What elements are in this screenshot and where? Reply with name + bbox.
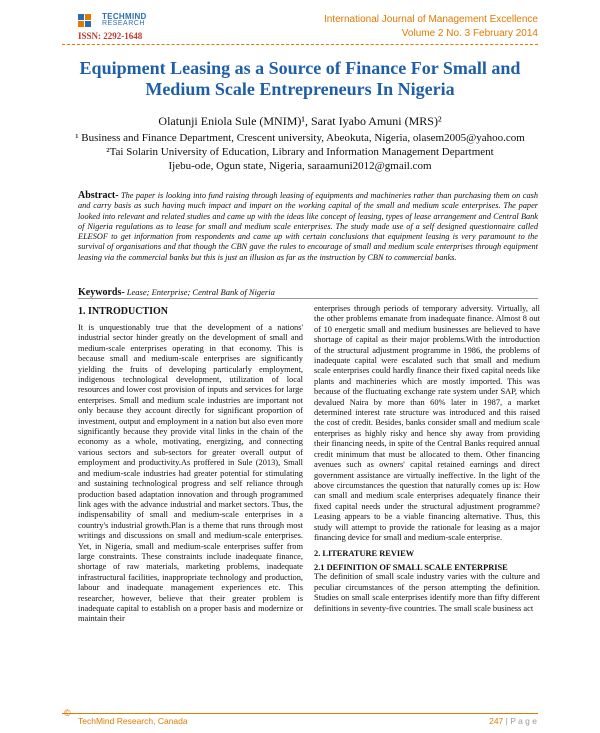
intro-column-1: It is unquestionably true that the development of a nations' industrial sector hinder greatly on the development of small and medium-scale enterprises operating in that economy. This is because small and medium-scale enterprises are significantly yielding the fruits of developing particularly employment, indigenous technological development, utilization of local resources and lower cost provision of inputs and services for large enterprises. Small and medium scale industries are important not only because they account directly for significant proportion of investment, output and employment in a nation but also even more significantly because they provide vital links in the chain of the economy as a whole, motivating, energizing, and connecting various sectors and sub-sectors for greater overall output of employment and productivity.As proffered in Sule (2013), Small and medium-scale industries had greater potential for stimulating and sustaining technological progress and self reliance through production based adaptation innovation and through programmed link ages with the advance industrial and market sectors. Thus, the indispensability of small and medium-scale enterprises in a country's industrial growth.Plan is a theme that runs through most writings and discussions on small and medium-scale enterprises. Yet, in Nigeria, small and medium-scale enterprises suffer from large constraints. These constraints include inadequate finance, shortage of raw materials, marketing problems, inadequate infrastructural facilities, inappropriate technology and production, labour and inadequate management experiences etc. This researcher, however, believe that their greater problem is inadequate capital to establish on a proper basis and modernize or maintain their [78, 323, 303, 624]
page-number: 247 [489, 716, 504, 726]
journal-info [324, 13, 538, 41]
abstract [78, 191, 538, 263]
issn: ISSN: 2292-1648 [78, 31, 143, 41]
footer-publisher: TechMind Research, Canada [78, 716, 188, 726]
title-line2: Medium Scale Entrepreneurs In Nigeria [145, 79, 455, 99]
footer-divider [62, 713, 538, 714]
affiliation-2a: ²Tai Solarin University of Education, Library and Information Management Department [106, 146, 494, 158]
affiliation-1: ¹ Business and Finance Department, Crescent university, Abeokuta, Nigeria, olasem2005@yahoo.com [75, 132, 525, 144]
footer-page [489, 716, 537, 726]
keywords-label: Keywords- [78, 287, 125, 298]
abstract-label: Abstract- [78, 190, 119, 201]
section-introduction-heading: 1. INTRODUCTION [78, 306, 169, 317]
section-definition-heading: 2.1 DEFINITION OF SMALL SCALE ENTERPRISE [314, 563, 508, 573]
journal-name: International Journal of Management Excellence [323, 14, 538, 25]
keywords-divider [78, 298, 538, 299]
definition-text: The definition of small scale industry varies with the culture and peculiar circumstances of the person attempting the definition. Studies on small scale enterprises identify more than fifty different definitions in seventy-five countries. The small scale business act [314, 572, 540, 613]
techmind-logo-icon [78, 12, 100, 32]
authors: Olatunji Eniola Sule (MNIM)¹, Sarat Iyabo Amuni (MRS)² [158, 114, 442, 128]
copyright-symbol: © [64, 708, 71, 718]
logo-line2: RESEARCH [102, 20, 145, 27]
paper-title [62, 58, 538, 100]
keywords [78, 287, 538, 298]
affiliation-2b: Ijebu-ode, Ogun state, Nigeria, saraamuni2012@gmail.com [168, 160, 432, 172]
intro-continued: enterprises through periods of temporary adversity. Virtually, all the other problems emanate from inadequate finance. Almost 8 out of 10 energetic small and medium businesses are believed to have shortage of capital as their major problems.With the introduction of the structural adjustment programme in 1986, the problems of inadequate capital were escalated such that small and medium scale enterprises could hardly finance their fixed capital needs like plants and machineries which are mostly imported. This was because of the fluctuating exchange rate system under SAP, which devalued Naira by more than 60% later in 1987, a market determined interest rate structure was introduced and this raised the cost of credit. Besides, banks consider small and medium scale enterprises as highly risky and hence shy away from providing their financing needs, in spite of the Central Banks required annual credit minimum that must be allocated to them. Other financing avenues such as owners' capital retained earnings and direct government assistance are virtually ineffective. In the light of the above circumstances the question that naturally comes up is: How can small and medium scale enterprises adequately finance their fixed capital needs under the structural adjustment programme? Leasing appears to be a viable financing alternative. Thus, this study will attempt to provide the rationale for leasing as a major financing device for small and medium-scale enterprise. [314, 304, 540, 542]
page-label: | P a g e [503, 716, 537, 726]
keywords-text: Lease; Enterprise; Central Bank of Nigeria [124, 287, 275, 297]
abstract-text: The paper is looking into fund raising through leasing of equipments and machineries rather than purchasing them on cash and carry basis as such having much impact and impart on the working capital of the small and medium scale enterprises. The paper looked into relevant and related studies and came up with the ideas like concept of leasing, types of lease arrangement and Central Bank of Nigeria regulations as to lease for small and medium scale enterprises. The study made use of a self designed questionnaire called ELESOF to get information from respondents and came up with certain conclusions that equipment leasing is very paramount to the survival of organisations and that though the CBN gave the rules to encourage of small and medium scale enterprises through equipment leasing via the commercial banks but this is just an illusion as far as the instruction by CBN to commercial banks. [78, 191, 538, 262]
header-divider [62, 44, 538, 45]
title-line1: Equipment Leasing as a Source of Finance For Small and [79, 58, 521, 78]
journal-volume: Volume 2 No. 3 February 2014 [401, 28, 538, 39]
section-literature-heading: 2. LITERATURE REVIEW [314, 549, 415, 559]
intro-column-2 [314, 304, 540, 614]
logo-line1: TECHMIND [102, 12, 147, 21]
